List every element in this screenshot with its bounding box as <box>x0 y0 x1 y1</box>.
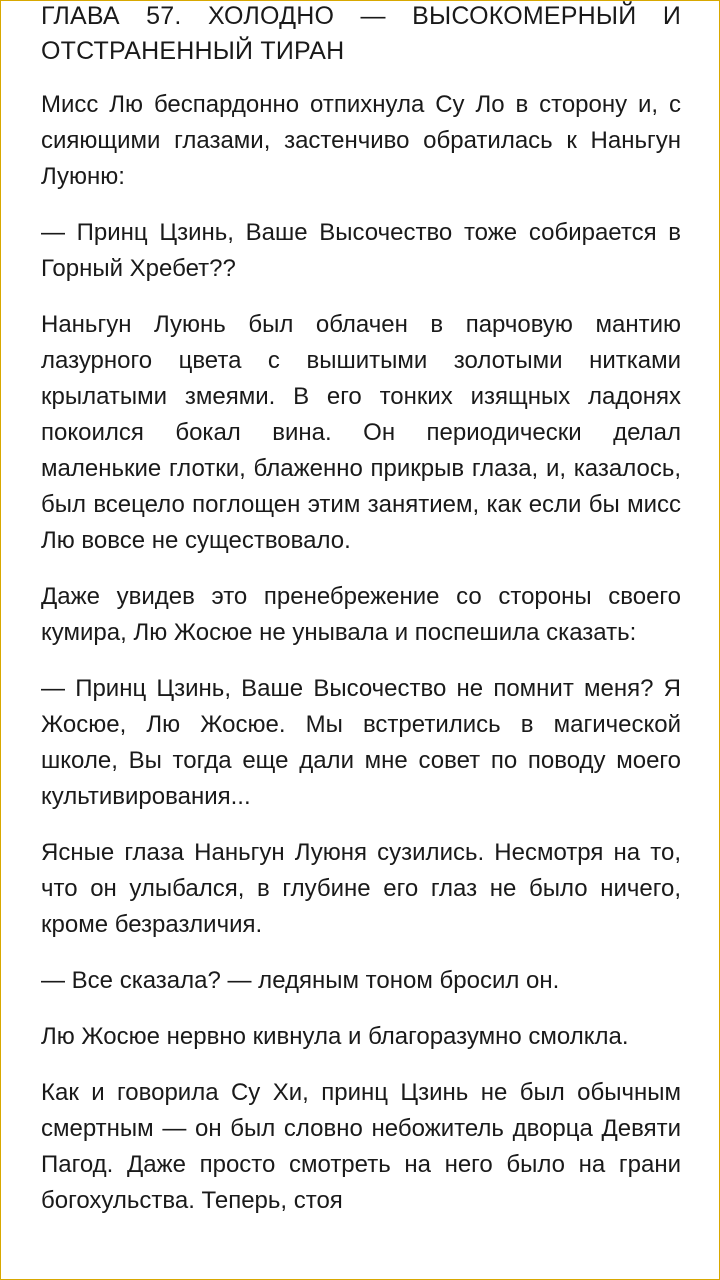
paragraph-4: Даже увидев это пренебрежение со стороны своего кумира, Лю Жосюе не унывала и поспешила сказать: <box>41 583 681 646</box>
reader-content[interactable] <box>41 0 681 1239</box>
paragraph-5: — Принц Цзинь, Ваше Высочество не помнит меня? Я Жосюе, Лю Жосюе. Мы встретились в магической школе, Вы тогда еще дали мне совет по поводу моего культивирования... <box>41 675 681 810</box>
paragraph-8: Лю Жосюе нервно кивнула и благоразумно смолкла. <box>41 1023 629 1050</box>
paragraph-6: Ясные глаза Наньгун Луюня сузились. Несмотря на то, что он улыбался, в глубине его глаз не было ничего, кроме безразличия. <box>41 839 681 938</box>
paragraph-9: Как и говорила Су Хи, принц Цзинь не был обычным смертным — он был словно небожитель дворца Девяти Пагод. Даже просто смотреть на него было на грани богохульства. Теперь, стоя <box>41 1079 681 1214</box>
paragraph-2: — Принц Цзинь, Ваше Высочество тоже собирается в Горный Хребет?? <box>41 219 681 282</box>
chapter-title: ГЛАВА 57. ХОЛОДНО — ВЫСОКОМЕРНЫЙ И ОТСТРАНЕННЫЙ ТИРАН <box>41 2 681 65</box>
paragraph-7: — Все сказала? — ледяным тоном бросил он. <box>41 967 560 994</box>
paragraph-3: Наньгун Луюнь был облачен в парчовую мантию лазурного цвета с вышитыми золотыми нитками крылатыми змеями. В его тонких изящных ладонях покоился бокал вина. Он периодически делал маленькие глотки, блаженно прикрыв глаза, и, казалось, был всецело поглощен этим занятием, как если бы мисс Лю вовсе не существовало. <box>41 311 681 554</box>
paragraph-1: Мисс Лю беспардонно отпихнула Су Ло в сторону и, с сияющими глазами, застенчиво обратилась к Наньгун Луюню: <box>41 91 681 190</box>
